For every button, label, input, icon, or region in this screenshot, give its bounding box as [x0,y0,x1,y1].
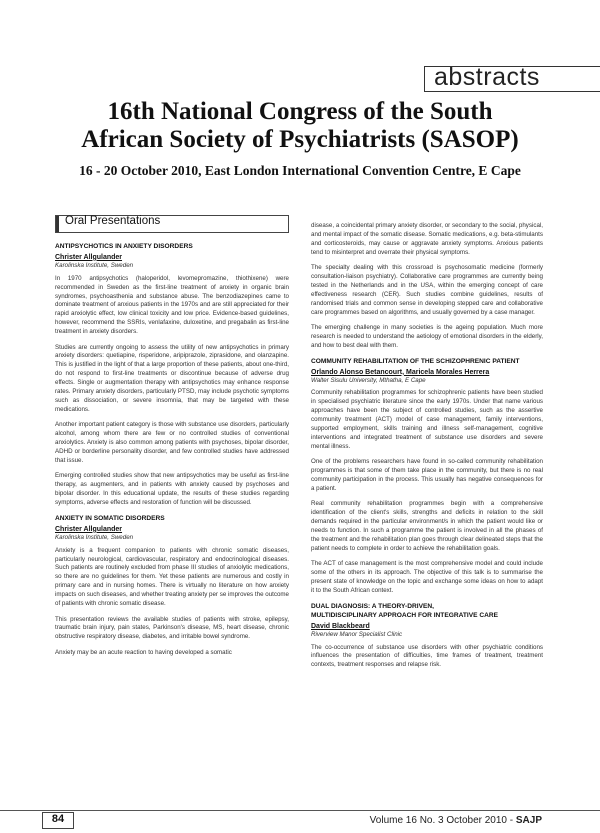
abstract-affiliation: Karolinska Institute, Sweden [55,533,134,541]
abstract-author: Christer Allgulander [55,525,123,533]
abstract-paragraph: One of the problems researchers have found in so-called community rehabilitation programmes is that some of them take place in the community, but there is no real community participation in the process. This usually has negative consequences for a patient. [311,458,543,493]
abstract-paragraph: The ACT of case management is the most comprehensive model and could include some of the others in its approach. The objective of this talk is to summarise the present state of knowledge on the topic and exchange some ideas on how to adapt it to the South African context. [311,560,543,595]
abstract-title: ANTIPSYCHOTICS IN ANXIETY DISORDERS [55,243,193,250]
right-column [311,222,543,677]
footer-citation [370,815,542,826]
abstract-paragraph: Anxiety is a frequent companion to patients with chronic somatic diseases, particularly neurological, cardiovascular, respiratory and endocrinological diseases. Such patients are routinely excluded from phase III studies of anxiolytic medications, so there are no guidelines for them. Yet these patients are numerous and costly in primary care and in nursing homes. There is virtually no literature on how anxiety impacts on such diseases, and whether treating anxiety per se improves the outcome of patients with chronic somatic disease. [55,546,289,608]
abstract-paragraph: Real community rehabilitation programmes begin with a comprehensive identification of the client's skills, strengths and deficits in relation to the skill demands required in the particular environment/s in which the patient would like or needs to function. In such a programme the patient is involved in all the phases of the treatment and the rehabilitation plan goes through clear delineated steps that the patient needs to complete in order to achieve the rehabilitation goals. [311,500,543,552]
footer-journal: SAJP [515,815,542,826]
abstract-title [311,603,543,621]
abstract-paragraph: Another important patient category is those with substance use disorders, particularly alcohol, among whom there are few or no controlled studies of conventional anxiolytics. Anxiety is also common among patients with psychoses, bipolar disorder, ADHD or borderline personality disorder, and few controlled studies have addressed that issue. [55,421,289,464]
abstract-paragraph: Community rehabilitation programmes for schizophrenic patients have been studied in specialised psychiatric literature since the early 1970s. Under that name various approaches have been the subject of controlled studies, such as the assertive community treatment (ACT) model of case management, family interventions, supported employment, skills training and illness self-management, cognitive interventions and integrated treatment of substance use disorders and severe mental illness. [311,389,543,450]
page-subtitle: 16 - 20 October 2010, East London International Convention Centre, E Cape [79,163,521,178]
abstract-affiliation: Karolinska Institute, Sweden [55,261,134,269]
abstract-title: COMMUNITY REHABILITATION OF THE SCHIZOPHRENIC PATIENT [311,357,520,365]
abstract-paragraph: In 1970 antipsychotics (haloperidol, levomepromazine, thiothixene) were recommended in Sweden as the first-line treatment of anxiety in organic brain syndromes, psychoasthenia and substance abuse. The benzodiazepines came to dominate treatment of anxious patients in the 1970s and are still appreciated for their rapid anxiolytic effect, low clinical toxicity and low price. Evidence-based guidelines, however, recommend the SSRIs, venlafaxine, duloxetine, and pregabalin as first-line treatment in anxiety disorders. [55,274,289,336]
footer-divider [0,810,600,811]
abstract-author: David Blackbeard [311,622,370,630]
abstract-paragraph: This presentation reviews the available studies of patients with stroke, epilepsy, traumatic brain injury, pain states, Parkinson's disease, MS, heart disease, chronic obstructive respiratory disease, diabetes, and irritable bowel syndrome. [55,615,289,641]
abstract-paragraph: Emerging controlled studies show that new antipsychotics may be useful as first-line therapy, as augmenters, and in patients with anxiety caused by psychoses and bipolar disorder. In this educational update, the results of these studies regarding symptoms, adverse effects and restoration of function will be discussed. [55,472,289,507]
abstract-paragraph: Studies are currently ongoing to assess the utility of new antipsychotics in primary anxiety disorders: quetiapine, risperidone, aripiprazole, ziprasidone, and olanzapine. This is justified in the light of that a large proportion of these patients, about one-third, do not respond to first-line treatments or discontinue because of adverse drug effects. Single or augmentation therapy with antipsychotics may enhance response rates. Primary anxiety disorders, particularly PTSD, may include psychotic symptoms such as dissociation, or severe insomnia, that may be targeted with these medications. [55,343,289,413]
section-tag [424,63,600,92]
abstract-title: ANXIETY IN SOMATIC DISORDERS [55,514,165,522]
abstract-affiliation: Riverview Manor Specialist Clinic [311,630,403,638]
footer-issue: Volume 16 No. 3 October 2010 - [369,815,516,826]
page-title [20,98,580,154]
abstract-paragraph: The specialty dealing with this crossroad is psychosomatic medicine (formerly consultation-liaison psychiatry). Collaborative care programmes are currently being tested in the Netherlands and in the USA, within the emerging concept of care effectiveness research (CER). Such studies combine guidelines, results of randomised trials and common sense in developing stepped care and collaborative care programmes based on algorithms, and usually governed by a case manager. [311,264,543,316]
section-heading: Oral Presentations [65,215,161,227]
abstract-title-line: DUAL DIAGNOSIS: A THEORY-DRIVEN, [311,603,434,611]
abstract-author: Orlando Alonso Betancourt, Maricela Morales Herrera [311,368,490,376]
abstract-title-line: MULTIDISCIPLINARY APPROACH FOR INTEGRATIVE CARE [311,611,499,619]
abstract-author: Christer Allgulander [55,253,123,261]
abstract-paragraph: Anxiety may be an acute reaction to having developed a somatic [55,648,232,656]
abstract-paragraph: The co-occurrence of substance use disorders with other psychiatric conditions influences the presentation of difficulties, time frames of treatment, treatment contexts, treatment responses and relapse risk. [311,643,543,669]
section-heading-box [55,215,289,233]
abstract-affiliation: Walter Sisulu University, Mthatha, E Cape [311,376,426,384]
abstract-paragraph: The emerging challenge in many societies is the ageing population. Much more research is needed to understand the aetiology of emotional disorders in the elderly, and how to best deal with them. [311,324,543,349]
left-column [55,215,289,664]
section-tag-label: abstracts [434,63,540,91]
page-number-box [42,812,74,829]
title-line-2: African Society of Psychiatrists (SASOP) [81,126,519,153]
page-number: 84 [51,813,65,825]
abstract-paragraph: disease, a coincidental primary anxiety disorder, or secondary to the social, physical, and mental impact of the somatic disease. Somatic medications, e.g. beta-stimulants and corticosteroids, may cause or aggravate anxiety symptoms. Anxious patients tend to misinterpret and overrate their physical symptoms. [311,222,543,256]
title-line-1: 16th National Congress of the South [107,98,493,125]
